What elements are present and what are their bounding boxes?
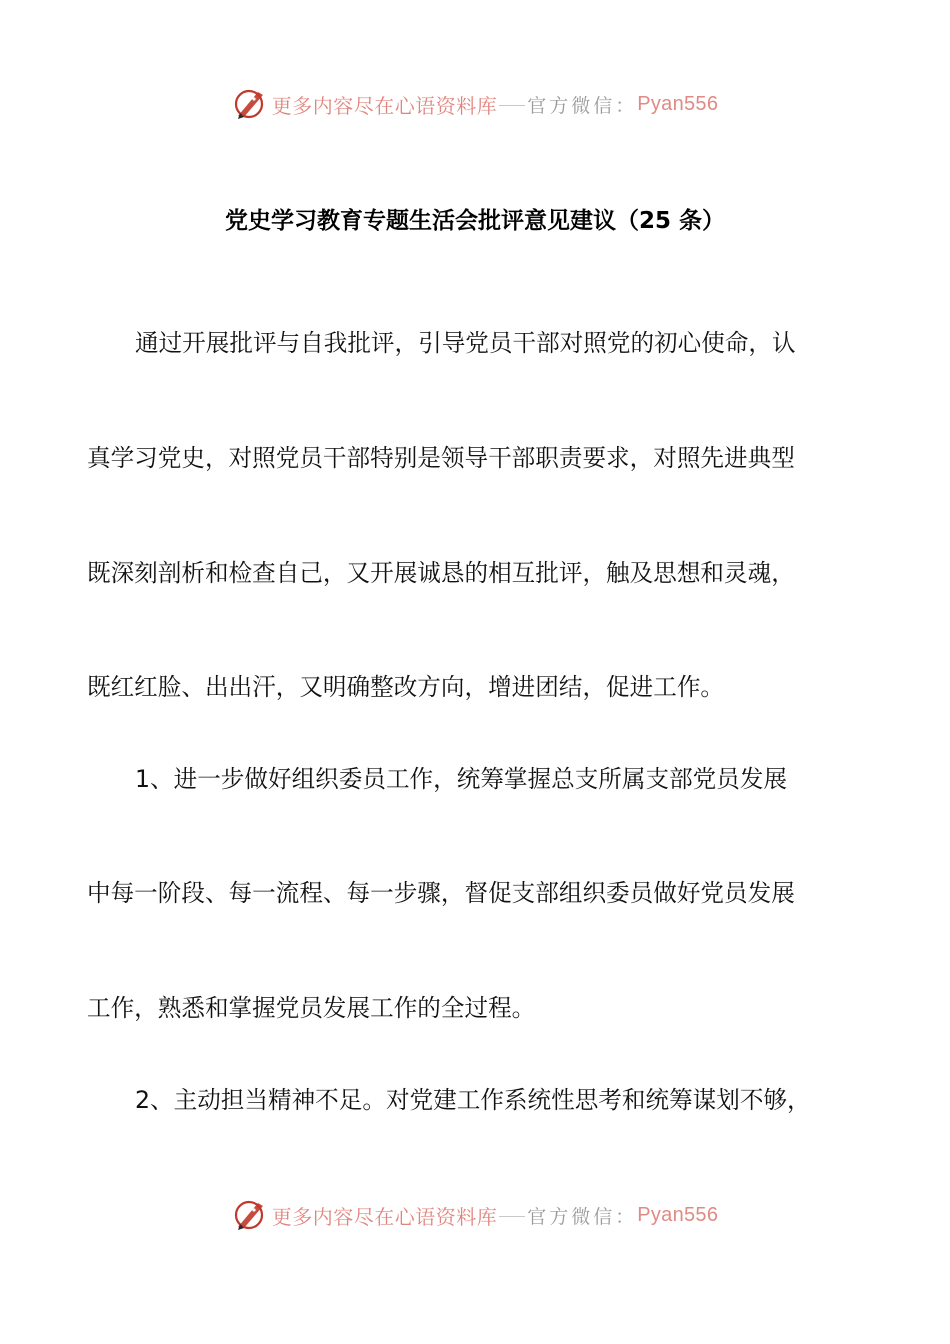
footer-watermark [0, 1193, 950, 1237]
pen-nib-logo-icon [232, 1197, 268, 1233]
item-2-line-1: 2、主动担当精神不足。对党建工作系统性思考和统筹谋划不够， [135, 1086, 811, 1114]
paragraph-intro-line-2: 真学习党史，对照党员干部特别是领导干部职责要求，对照先进典型 [87, 444, 795, 472]
watermark-wechat-id: Pyan556 [637, 92, 719, 115]
item-1-line-2: 中每一阶段、每一流程、每一步骤，督促支部组织委员做好党员发展 [87, 879, 795, 907]
watermark-official-label: 官方微信： [527, 94, 638, 117]
watermark-dash [499, 105, 525, 106]
watermark-official-label: 官方微信： [527, 1205, 638, 1228]
document-title: 党史学习教育专题生活会批评意见建议（25 条） [224, 208, 725, 234]
paragraph-intro-line-3: 既深刻剖析和检查自己，又开展诚恳的相互批评，触及思想和灵魂， [87, 559, 795, 587]
pen-nib-logo-icon [232, 86, 268, 122]
paragraph-intro-line-1: 通过开展批评与自我批评，引导党员干部对照党的初心使命，认 [135, 329, 796, 357]
watermark-brand: 更多内容尽在心语资料库 [271, 93, 498, 118]
header-watermark [0, 82, 950, 126]
item-1-line-1: 1、进一步做好组织委员工作，统筹掌握总支所属支部党员发展 [135, 765, 788, 793]
watermark-dash [499, 1216, 525, 1217]
item-1-line-3: 工作，熟悉和掌握党员发展工作的全过程。 [87, 994, 536, 1022]
watermark-wechat-id: Pyan556 [637, 1203, 719, 1226]
paragraph-intro-line-4: 既红红脸、出出汗，又明确整改方向，增进团结，促进工作。 [87, 673, 725, 701]
watermark-brand: 更多内容尽在心语资料库 [271, 1204, 498, 1229]
